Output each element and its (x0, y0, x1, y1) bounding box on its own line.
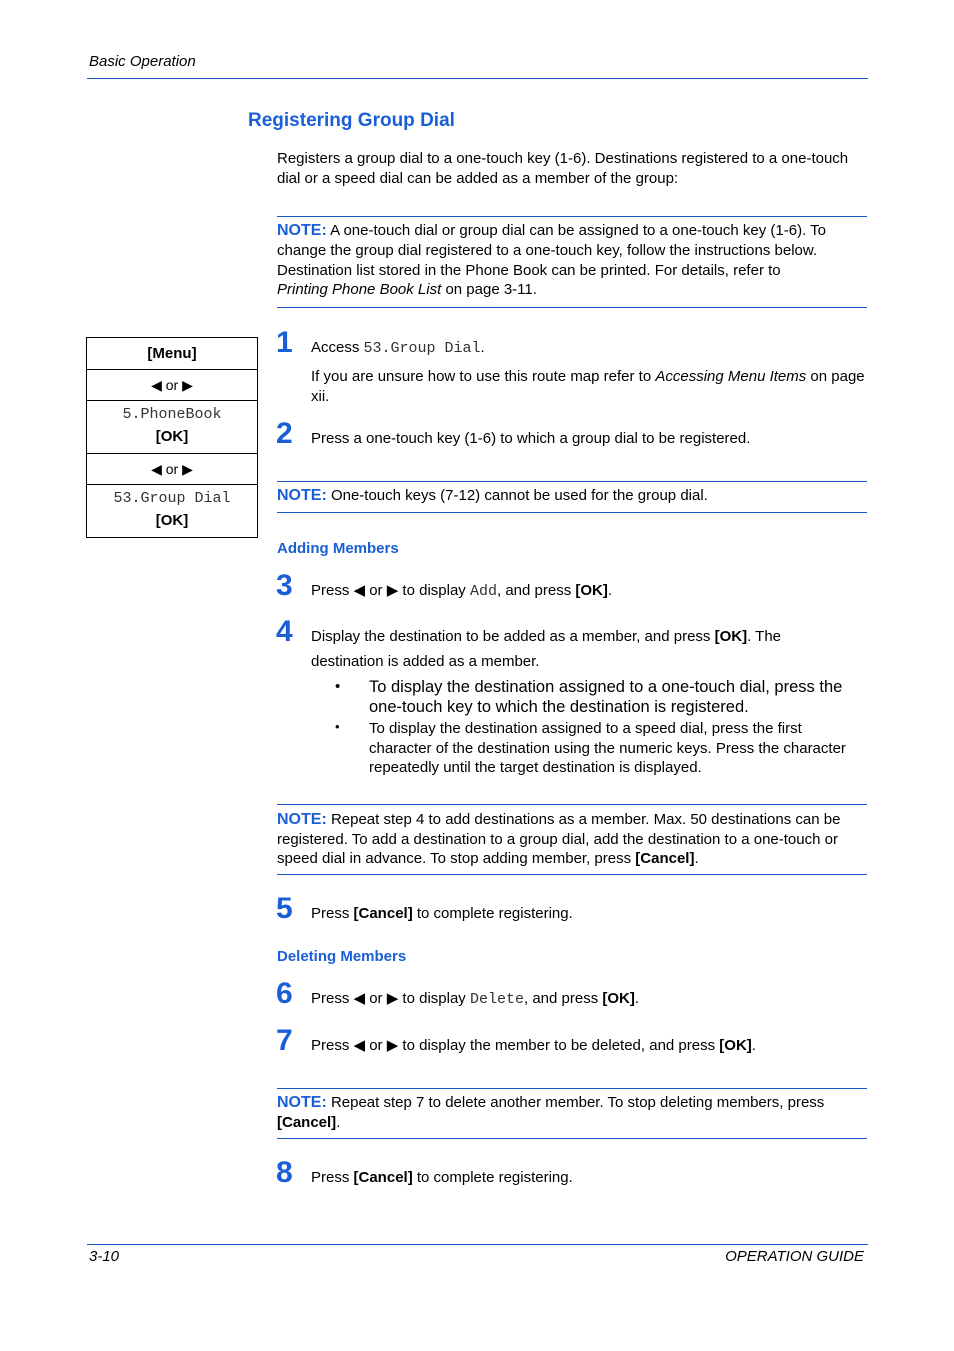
note1-text: A one-touch dial or group dial can be assigned to a one-touch key (1-6). To change the group dial registered to a one-touch key, follow the instructions below. Destination list stored in the Phone Book can be printed. For details, refer to (277, 222, 826, 279)
step1-pre: Access (311, 339, 364, 356)
step-number: 5 (276, 892, 293, 925)
step8-pre: Press (311, 1169, 354, 1186)
route-map-arrow: ◀ or ▶ (87, 453, 257, 484)
note1-ref: Printing Phone Book List (277, 281, 442, 299)
note3-key: [Cancel] (635, 850, 695, 867)
step7-pre: Press ◀ or ▶ to display the member to be deleted, and press (311, 1037, 720, 1054)
note1-bottom-rule (277, 307, 867, 308)
step1-text (311, 338, 485, 359)
step1-sub-ref: Accessing Menu Items (655, 368, 807, 385)
route-map-phonebook (87, 400, 257, 453)
note3-post: . (694, 850, 699, 867)
step8-text (311, 1168, 573, 1188)
note2 (277, 486, 867, 506)
step5-key: [Cancel] (353, 905, 413, 922)
note4-bottom-rule (277, 1138, 867, 1139)
step6-mid: , and press (523, 990, 603, 1007)
note4 (277, 1093, 867, 1132)
step1-subtext (311, 367, 871, 406)
bullet-mark: • (335, 719, 340, 734)
step-number: 6 (276, 977, 293, 1010)
step7-post: . (751, 1037, 756, 1054)
step-number: 3 (276, 569, 293, 602)
note1 (277, 221, 867, 300)
step5-text (311, 904, 573, 924)
step3-pre: Press ◀ or ▶ to display (311, 582, 470, 599)
intro-paragraph: Registers a group dial to a one-touch key (1-6). Destinations registered to a one-touch dial or a speed dial can be added as a member of the group: (277, 150, 849, 187)
adding-members-heading: Adding Members (277, 540, 399, 557)
note1-label: NOTE: (277, 222, 327, 239)
step4-line2: destination is added as a member. (311, 653, 540, 670)
note1-top-rule (277, 216, 867, 217)
step4-pre: Display the destination to be added as a member, and press (311, 628, 715, 645)
note2-text: One-touch keys (7-12) cannot be used for the group dial. (326, 487, 708, 504)
route-map-phonebook-code: 5.PhoneBook (122, 406, 222, 423)
note2-top-rule (277, 481, 867, 482)
step8-key: [Cancel] (353, 1169, 413, 1186)
bullet-one-touch: To display the destination assigned to a one-touch dial, press the one-touch key to which the destination is registered. (369, 678, 843, 716)
route-map-arrow: ◀ or ▶ (87, 369, 257, 400)
deleting-members-heading: Deleting Members (277, 948, 407, 965)
step3-code: Add (469, 583, 497, 600)
step4-key: [OK] (714, 628, 748, 645)
page-number: 3-10 (89, 1248, 120, 1265)
note4-key: [Cancel] (277, 1113, 337, 1131)
step6-key: [OK] (602, 990, 635, 1007)
step8-post: to complete registering. (412, 1169, 573, 1186)
route-map-ok: [OK] (155, 428, 189, 445)
header-rule (87, 78, 868, 79)
step7-text (311, 1036, 756, 1056)
step1-post: . (480, 339, 485, 356)
step-number: 1 (276, 326, 293, 359)
step1-sub-post: on page xii. (311, 368, 865, 405)
step-number: 7 (276, 1024, 293, 1057)
note3-bottom-rule (277, 874, 867, 875)
step-number: 2 (276, 417, 293, 450)
step2-text: Press a one-touch key (1-6) to which a group dial to be registered. (311, 430, 751, 447)
running-header: Basic Operation (89, 53, 196, 70)
route-map-group-dial (87, 484, 257, 537)
section-title: Registering Group Dial (248, 110, 455, 131)
step6-code: Delete (469, 991, 524, 1008)
note4-post: . (336, 1113, 341, 1131)
step-number: 8 (276, 1156, 293, 1189)
route-map-menu: [Menu] (147, 345, 197, 362)
step7-key: [OK] (719, 1037, 752, 1054)
step-number: 4 (276, 615, 293, 648)
route-map-ok: [OK] (155, 512, 189, 529)
step6-post: . (634, 990, 640, 1007)
bullet-mark: • (335, 678, 341, 695)
note3 (277, 810, 867, 869)
step6-text (311, 989, 639, 1010)
note4-label: NOTE: (277, 1094, 327, 1111)
note2-label: NOTE: (277, 487, 327, 504)
step3-mid: , and press (496, 582, 576, 599)
step5-pre: Press (311, 905, 354, 922)
step1-code: 53.Group Dial (363, 340, 481, 357)
note3-text: Repeat step 4 to add destinations as a member. Max. 50 destinations can be registered. To add a destination to a group dial, add the destination to a one-touch or speed dial in advance. To stop adding member, press (277, 811, 841, 867)
note3-label: NOTE: (277, 811, 327, 828)
step3-text (311, 581, 612, 602)
step3-key: [OK] (575, 582, 608, 599)
step4-post: . The (747, 628, 782, 645)
bullet-speed-dial: To display the destination assigned to a speed dial, press the first character of the destination using the numeric keys. Press the character repeatedly until the target destination is displayed. (369, 720, 846, 776)
step6-pre: Press ◀ or ▶ to display (311, 990, 470, 1007)
footer-rule (87, 1244, 868, 1245)
route-map-group-dial-code: 53.Group Dial (113, 490, 231, 507)
step1-sub-pre: If you are unsure how to use this route map refer to (311, 368, 656, 385)
route-map (86, 337, 258, 538)
step4-text (311, 627, 781, 647)
guide-name: OPERATION GUIDE (725, 1248, 864, 1265)
step3-post: . (607, 582, 613, 599)
note1-tail: on page 3-11. (441, 281, 537, 299)
note4-top-rule (277, 1088, 867, 1089)
note2-bottom-rule (277, 512, 867, 513)
note4-text: Repeat step 7 to delete another member. To stop deleting members, press (326, 1094, 825, 1111)
step5-post: to complete registering. (412, 905, 573, 922)
note3-top-rule (277, 804, 867, 805)
